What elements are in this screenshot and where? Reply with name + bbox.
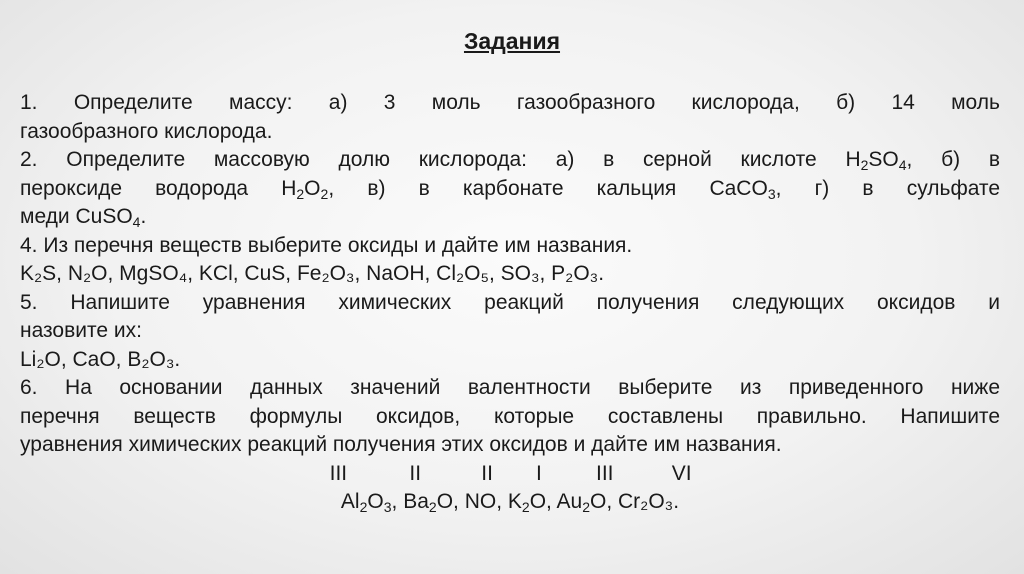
- task-2-option-b-end: пероксиде водорода: [20, 176, 249, 200]
- task-1-prompt: Определите массу:: [73, 91, 293, 114]
- task-2-option-a: а) в серной кислоте: [555, 148, 817, 171]
- task-4-text: 4. Из перечня веществ выберите оксиды и дайте им названия.: [20, 233, 633, 257]
- valence-ba: II: [409, 461, 422, 485]
- task-6-line-2: перечня веществ формулы оксидов, которые составлены правильно. Напишите: [20, 404, 1000, 428]
- task-2-prompt: Определите массовую долю кислорода:: [66, 148, 527, 171]
- slide-title: Задания: [463, 28, 561, 54]
- task-5-line-1: 5. Напишите уравнения химических реакций получения следующих оксидов и: [20, 290, 1000, 314]
- task-2-option-d-end: меди: [20, 205, 70, 228]
- task-6-line-1: 6. На основании данных значений валентности выберите из приведенного ниже: [20, 376, 1000, 399]
- valence-n: II: [481, 461, 493, 485]
- task-2-line-1: [20, 146, 1000, 175]
- valence-k: I: [536, 461, 542, 485]
- valence-al: III: [329, 461, 348, 485]
- formula-h2o2: $H_2O_2$,: [281, 176, 335, 202]
- task-4-substances: K₂S, N₂O, MgSO₄, KCl, CuS, Fe₂O₃, NaOH, Cl₂O₅, SO₃, P₂O₃.: [20, 262, 605, 285]
- valence-au: III: [596, 461, 614, 485]
- valence-cr: VI: [671, 461, 692, 485]
- valence-row: [20, 460, 1000, 489]
- task-2-line-2: [20, 175, 1000, 204]
- task-1-option-a: а) 3 моль газообразного кислорода,: [328, 91, 800, 114]
- task-1-option-b-start: б) 14 моль: [836, 91, 1000, 114]
- task-6-line-3: уравнения химических реакций получения этих оксидов и дайте им названия.: [20, 433, 782, 456]
- task-2-number: 2.: [20, 148, 38, 171]
- task-2-option-c: в) в карбонате кальция: [367, 176, 677, 200]
- formula-caco3: CaCO$_3$,: [709, 176, 782, 202]
- task-list: [20, 89, 1000, 517]
- task-1-number: 1.: [20, 91, 38, 114]
- formula-cuso4: CuSO$_4$.: [75, 205, 147, 230]
- task-2-option-d-start: г) в сульфате: [814, 176, 1000, 200]
- task-1-line-2: газообразного кислорода.: [20, 119, 273, 143]
- task-2-option-b-start: б) в: [941, 148, 1000, 171]
- task-1-line-1: [20, 89, 1000, 118]
- task-2-line-3: [20, 203, 1000, 232]
- task-5-line-2: назовите их:: [20, 319, 142, 342]
- formula-h2so4: $H_2SO_4$,: [845, 148, 913, 173]
- task-5-oxides: Li₂O, CaO, B₂O₃.: [20, 347, 181, 371]
- oxide-formulas: $Al_2O_3$, $Ba_2O$, NO, $K_2O$, $Au_2O$, Cr₂O₃.: [340, 490, 680, 515]
